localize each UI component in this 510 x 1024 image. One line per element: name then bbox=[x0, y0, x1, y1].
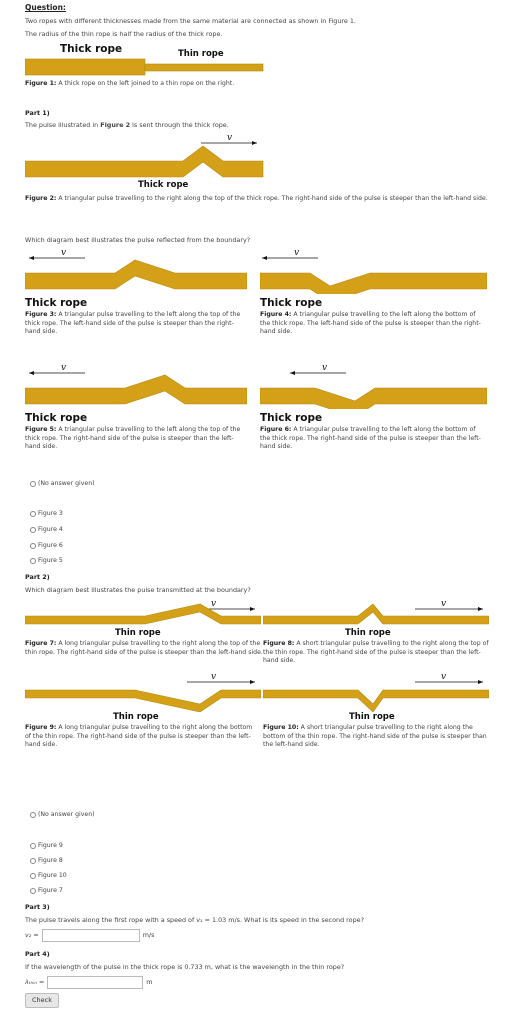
figure-7-label: Thin rope bbox=[115, 628, 161, 638]
intro-line-1: Two ropes with different thicknesses made from the same material are connected as shown in Figure 1. bbox=[25, 17, 356, 25]
figure-2-caption: Figure 2: A triangular pulse travelling to the right along the top of the thick rope. The right-hand side of the pulse is steeper than the left-hand side. bbox=[25, 195, 488, 202]
option-label: Figure 5 bbox=[38, 557, 63, 564]
part-1-prompt: The pulse illustrated in Figure 2 is sent through the thick rope. bbox=[25, 121, 229, 129]
radio-icon[interactable] bbox=[30, 888, 36, 894]
figure-3-diagram bbox=[25, 246, 247, 294]
figure-10-diagram bbox=[263, 670, 489, 712]
figure-3-caption: Figure 3: A triangular pulse travelling to the left along the top of the thick rope. The left-hand side of the pulse is steeper than the right-hand side. bbox=[25, 311, 241, 335]
radio-icon[interactable] bbox=[30, 558, 36, 564]
figure-8-diagram bbox=[263, 596, 489, 626]
radio-icon[interactable] bbox=[30, 543, 36, 549]
part-1-choice-3[interactable] bbox=[30, 542, 63, 550]
figure-8-option bbox=[263, 596, 489, 666]
radio-icon[interactable] bbox=[30, 481, 36, 487]
option-label: (No answer given) bbox=[38, 480, 95, 487]
svg-text:v: v bbox=[322, 363, 328, 373]
svg-text:v: v bbox=[227, 133, 233, 143]
figure-7-diagram bbox=[25, 596, 261, 626]
figure-9-label: Thin rope bbox=[113, 712, 159, 722]
figure-5-option bbox=[25, 361, 247, 451]
figure-9-caption: Figure 9: A long triangular pulse travelling to the right along the bottom of the thin rope. The right-hand side of the pulse is steeper than the left-hand side. bbox=[25, 724, 253, 749]
figure-4-option bbox=[260, 246, 487, 336]
part-3-prompt: The pulse travels along the first rope with a speed of v₁ = 1.03 m/s. What is its speed in the second rope? bbox=[25, 916, 364, 924]
figure-3-label: Thick rope bbox=[25, 297, 88, 309]
part-1-choice-4[interactable] bbox=[30, 557, 63, 565]
figure-9-diagram bbox=[25, 670, 261, 712]
figure-5-diagram bbox=[25, 361, 247, 409]
figure-1-ropes bbox=[25, 58, 265, 78]
part-1-choice-2[interactable] bbox=[30, 526, 63, 534]
svg-text:v: v bbox=[61, 363, 67, 373]
figure-10-label: Thin rope bbox=[349, 712, 395, 722]
svg-text:v: v bbox=[211, 672, 217, 682]
svg-text:v: v bbox=[294, 248, 300, 258]
part-1-title: Part 1) bbox=[25, 109, 50, 117]
part-2-choice-4[interactable] bbox=[30, 887, 63, 895]
option-label: Figure 6 bbox=[38, 542, 63, 549]
radio-icon[interactable] bbox=[30, 843, 36, 849]
svg-text:v: v bbox=[441, 599, 447, 609]
figure-8-caption: Figure 8: A short triangular pulse travelling to the right along the top of the thin rope. The right-hand side of the pulse is steeper than the left-hand side. bbox=[263, 640, 489, 665]
part-4-answer-row bbox=[25, 976, 153, 989]
lambda-thin-unit: m bbox=[146, 978, 153, 987]
v2-label: v₂ = bbox=[25, 931, 39, 940]
figure-4-caption: Figure 4: A triangular pulse travelling to the left along the bottom of the thick rope. The left-hand side of the pulse is steeper than the right-hand side. bbox=[260, 311, 481, 335]
figure-7-option bbox=[25, 596, 261, 657]
option-label: (No answer given) bbox=[38, 811, 95, 818]
part-2-question: Which diagram best illustrates the pulse transmitted at the boundary? bbox=[25, 586, 251, 594]
option-label: Figure 10 bbox=[38, 872, 67, 879]
thin-rope-label: Thin rope bbox=[178, 49, 224, 59]
figure-1-caption: Figure 1: A thick rope on the left joined to a thin rope on the right. bbox=[25, 80, 235, 87]
figure-5-label: Thick rope bbox=[25, 412, 88, 424]
radio-icon[interactable] bbox=[30, 511, 36, 517]
figure-10-option bbox=[263, 670, 489, 750]
figure-6-caption: Figure 6: A triangular pulse travelling to the left along the bottom of the thick rope. The right-hand side of the pulse is steeper than the left-hand side. bbox=[260, 426, 481, 450]
radio-icon[interactable] bbox=[30, 527, 36, 533]
svg-text:v: v bbox=[61, 248, 67, 258]
figure-9-option bbox=[25, 670, 261, 750]
figure-6-diagram bbox=[260, 361, 487, 409]
figure-2-diagram bbox=[25, 130, 265, 185]
figure-4-label: Thick rope bbox=[260, 297, 323, 309]
part-2-choice-3[interactable] bbox=[30, 872, 67, 880]
figure-10-caption: Figure 10: A short triangular pulse travelling to the right along the bottom of the thin rope. The right-hand side of the pulse is steeper than the left-hand side. bbox=[263, 724, 487, 749]
figure-2-label: Thick rope bbox=[138, 180, 189, 190]
lambda-thin-input[interactable] bbox=[47, 976, 143, 989]
radio-icon[interactable] bbox=[30, 858, 36, 864]
v2-input[interactable] bbox=[42, 929, 140, 942]
radio-icon[interactable] bbox=[30, 873, 36, 879]
part-2-choice-2[interactable] bbox=[30, 857, 63, 865]
v2-unit: m/s bbox=[142, 931, 155, 940]
part-2-choice-1[interactable] bbox=[30, 842, 63, 850]
part-3-answer-row bbox=[25, 929, 154, 942]
figure-1 bbox=[25, 40, 265, 78]
figure-2 bbox=[25, 130, 265, 193]
part-3-title: Part 3) bbox=[25, 903, 50, 911]
intro-line-2: The radius of the thin rope is half the radius of the thick rope. bbox=[25, 30, 223, 38]
figure-6-option bbox=[260, 361, 487, 451]
svg-text:v: v bbox=[211, 599, 217, 609]
figure-7-caption: Figure 7: A long triangular pulse travelling to the right along the top of the thin rope. The right-hand side of the pulse is steeper than the left-hand side. bbox=[25, 640, 263, 656]
figure-6-label: Thick rope bbox=[260, 412, 323, 424]
part-4-title: Part 4) bbox=[25, 950, 50, 958]
option-label: Figure 7 bbox=[38, 887, 63, 894]
option-label: Figure 4 bbox=[38, 526, 63, 533]
figure-5-caption: Figure 5: A triangular pulse travelling to the left along the top of the thick rope. The right-hand side of the pulse is steeper than the left-hand side. bbox=[25, 426, 241, 450]
part-4-prompt: If the wavelength of the pulse in the thick rope is 0.733 m, what is the wavelength in the thin rope? bbox=[25, 963, 345, 971]
part-2-no-answer-option[interactable] bbox=[30, 811, 95, 819]
part-1-no-answer-option[interactable] bbox=[30, 480, 95, 488]
figure-4-diagram bbox=[260, 246, 487, 294]
thick-rope-label: Thick rope bbox=[60, 43, 123, 55]
check-button[interactable]: Check bbox=[25, 993, 59, 1008]
option-label: Figure 9 bbox=[38, 842, 63, 849]
option-label: Figure 8 bbox=[38, 857, 63, 864]
option-label: Figure 3 bbox=[38, 510, 63, 517]
figure-3-option bbox=[25, 246, 247, 336]
part-1-choice-1[interactable] bbox=[30, 510, 63, 518]
part-2-title: Part 2) bbox=[25, 573, 50, 581]
radio-icon[interactable] bbox=[30, 812, 36, 818]
svg-text:v: v bbox=[441, 672, 447, 682]
part-1-question: Which diagram best illustrates the pulse reflected from the boundary? bbox=[25, 236, 251, 244]
question-heading: Question: bbox=[25, 3, 66, 12]
lambda-thin-label: λₜₕᵢₙ = bbox=[25, 978, 45, 987]
figure-8-label: Thin rope bbox=[345, 628, 391, 638]
